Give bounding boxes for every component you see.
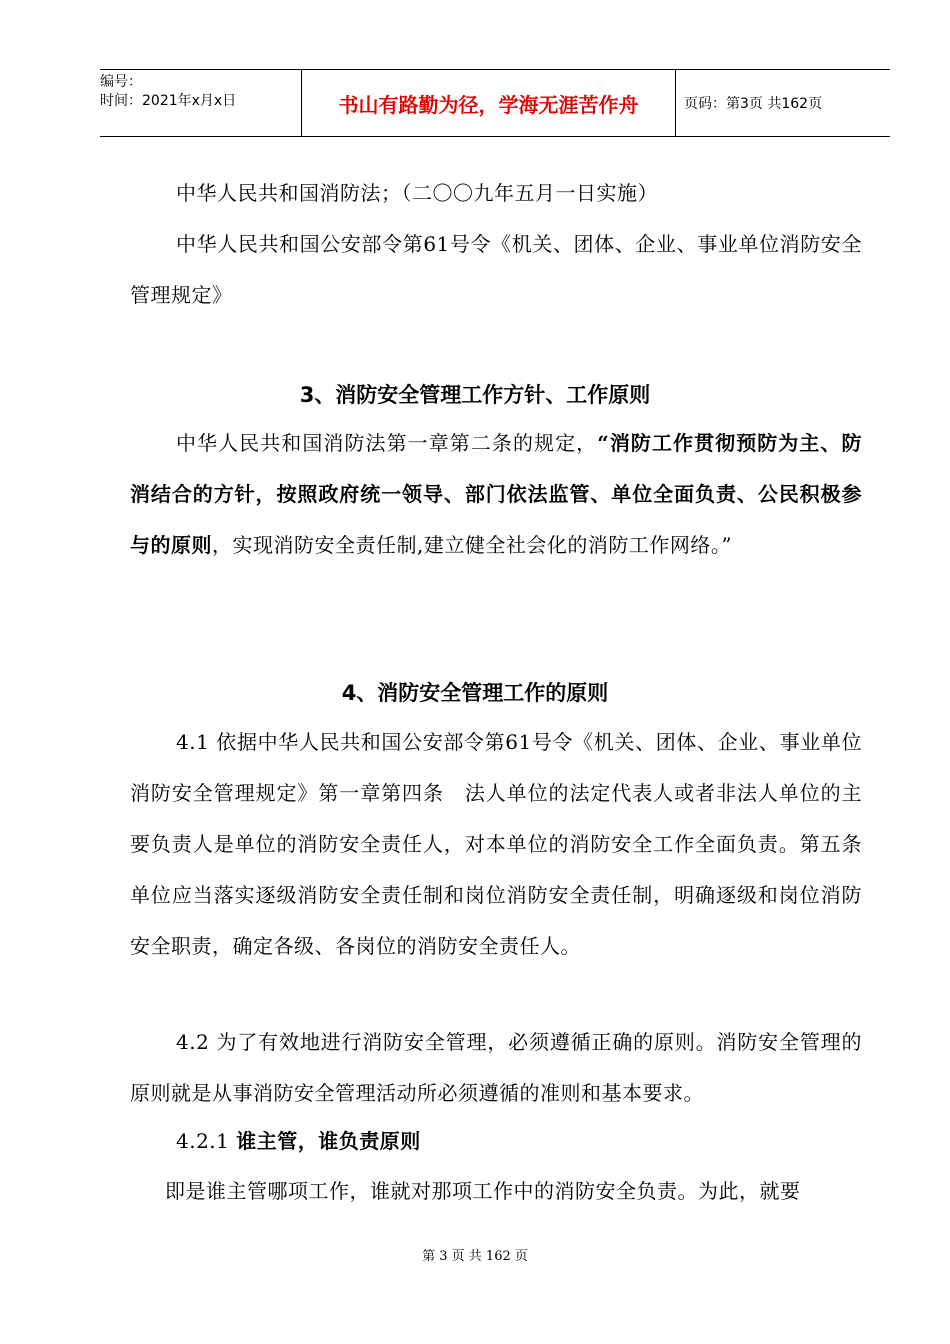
paragraph-4-1: 4.1 依据中华人民共和国公安部令第61号令《机关、团体、企业、事业单位消防安全管理规定》第一章第四条 法人单位的法定代表人或者非法人单位的主要负责人是单位的消防安全责任人，对本单位的消防安全工作全面负责。第五条 单位应当落实逐级消防安全责任制和岗位消防安全责任制，明确逐级和岗位消防安全职责，确定各级、各岗位的消防安全责任人。 [130, 730, 883, 958]
section-heading-3: 3、消防安全管理工作方针、工作原则 [299, 383, 651, 407]
law-reference-1: 中华人民共和国消防法；（二〇〇九年五月一日实施） [176, 181, 658, 205]
section-3-quote: “消防工作贯彻预防为主、防消结合的方针，按照政府统一领导、部门依法监管、单位全面负责、公民积极参与的原则 [130, 431, 862, 557]
paragraph-4-2-1: 即是谁主管哪项工作，谁就对那项工作中的消防安全负责。为此，就要 [165, 1179, 801, 1203]
page-footer: 第 3 页 共 162 页 [422, 1249, 528, 1264]
header-motto: 书山有路勤为径，学海无涯苦作舟 [301, 70, 676, 136]
page-header [100, 69, 890, 137]
subheading-number: 4.2.1 [176, 1129, 230, 1153]
header-page-info: 页码：第3页 共162页 [684, 96, 823, 112]
section-3-intro: 中华人民共和国消防法第一章第二条的规定， [176, 431, 598, 455]
subheading-title: 谁主管，谁负责原则 [236, 1129, 421, 1153]
paragraph-4-2: 4.2 为了有效地进行消防安全管理，必须遵循正确的原则。消防安全管理的原则就是从事消防安全管理活动所必须遵循的准则和基本要求。 [130, 1030, 862, 1105]
header-left-cell [100, 70, 301, 136]
subheading-4-2-1 [130, 1116, 862, 1167]
document-number-label: 编号： [100, 74, 142, 90]
document-date-label: 时间：2021年x月x日 [100, 93, 237, 109]
section-3-paragraph [130, 418, 862, 571]
section-3-tail: ，实现消防安全责任制,建立健全社会化的消防工作网络。” [212, 533, 733, 557]
section-heading-4: 4、消防安全管理工作的原则 [341, 681, 609, 705]
law-reference-2: 中华人民共和国公安部令第61号令《机关、团体、企业、事业单位消防安全管理规定》 [130, 232, 862, 307]
